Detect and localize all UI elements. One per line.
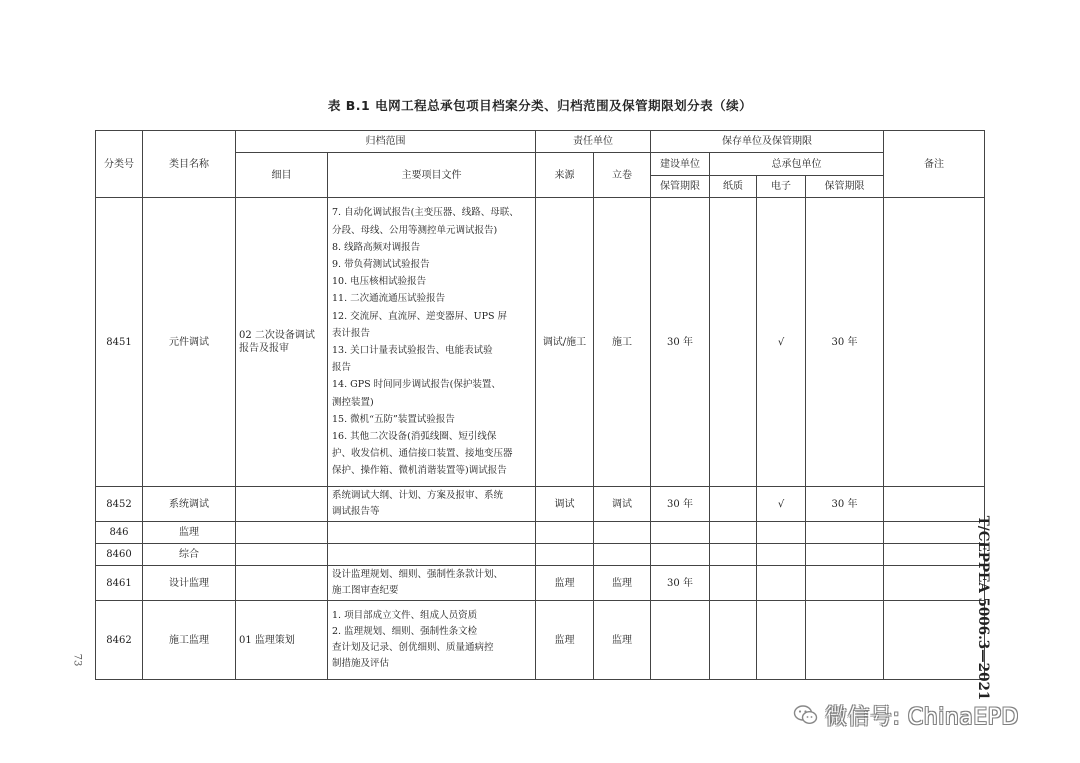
header-builder: 建设单位 bbox=[651, 153, 710, 176]
row-electronic-check bbox=[757, 601, 806, 680]
file-line: 14. GPS 时间同步调试报告(保护装置、 bbox=[332, 379, 501, 391]
row-source bbox=[536, 522, 594, 544]
header-class-no: 分类号 bbox=[96, 131, 143, 198]
file-line: 施工图审查纪要 bbox=[332, 585, 399, 596]
table-row bbox=[96, 566, 985, 601]
file-line: 报告 bbox=[332, 362, 352, 374]
row-builder-period bbox=[651, 601, 710, 680]
row-main-files bbox=[328, 487, 536, 522]
page-number: 73 bbox=[71, 653, 83, 667]
header-responsible-unit: 责任单位 bbox=[536, 131, 651, 153]
row-contractor-period bbox=[806, 544, 884, 566]
row-class-no: 8452 bbox=[96, 487, 143, 522]
header-builder-period: 保管期限 bbox=[651, 176, 710, 198]
row-paper bbox=[710, 544, 757, 566]
header-electronic: 电子 bbox=[757, 176, 806, 198]
header-remarks: 备注 bbox=[884, 131, 985, 198]
table-row bbox=[96, 601, 985, 680]
file-line: 10. 电压核相试验报告 bbox=[332, 276, 427, 288]
table-row bbox=[96, 198, 985, 487]
row-class-no: 8451 bbox=[96, 198, 143, 487]
row-category-name: 设计监理 bbox=[143, 566, 236, 601]
row-main-files bbox=[328, 601, 536, 680]
row-contractor-period bbox=[806, 522, 884, 544]
row-source bbox=[536, 544, 594, 566]
row-class-no: 8461 bbox=[96, 566, 143, 601]
row-electronic-check bbox=[757, 522, 806, 544]
row-remarks bbox=[884, 601, 985, 680]
header-paper: 纸质 bbox=[710, 176, 757, 198]
row-main-files bbox=[328, 522, 536, 544]
row-contractor-period: 30 年 bbox=[806, 487, 884, 522]
file-line: 9. 带负荷测试试验报告 bbox=[332, 258, 430, 270]
row-contractor-period bbox=[806, 566, 884, 601]
row-category-name: 监理 bbox=[143, 522, 236, 544]
row-main-files bbox=[328, 544, 536, 566]
header-main-files: 主要项目文件 bbox=[328, 153, 536, 198]
row-remarks bbox=[884, 566, 985, 601]
row-builder-period: 30 年 bbox=[651, 198, 710, 487]
header-row-1 bbox=[96, 131, 985, 153]
file-line: 15. 微机“五防”装置试验报告 bbox=[332, 413, 455, 425]
file-line: 7. 自动化调试报告(主变压器、线路、母联、 bbox=[332, 207, 519, 219]
file-line: 测控装置) bbox=[332, 396, 374, 408]
wechat-icon bbox=[793, 703, 819, 727]
row-category-name: 综合 bbox=[143, 544, 236, 566]
header-filing: 立卷 bbox=[594, 153, 651, 198]
header-storage: 保存单位及保管期限 bbox=[651, 131, 884, 153]
archive-table bbox=[95, 130, 985, 680]
row-electronic-check: √ bbox=[757, 198, 806, 487]
header-contractor: 总承包单位 bbox=[710, 153, 884, 176]
table-row bbox=[96, 544, 985, 566]
file-line: 护、收发信机、通信接口装置、接地变压器 bbox=[332, 448, 513, 460]
file-line: 查计划及记录、创优细则、质量通病控 bbox=[332, 642, 494, 653]
row-filing bbox=[594, 544, 651, 566]
row-electronic-check bbox=[757, 544, 806, 566]
file-line: 表计报告 bbox=[332, 327, 371, 339]
header-contractor-period: 保管期限 bbox=[806, 176, 884, 198]
row-category-name: 施工监理 bbox=[143, 601, 236, 680]
row-detail bbox=[236, 566, 328, 601]
row-source: 调试/施工 bbox=[536, 198, 594, 487]
row-class-no: 8462 bbox=[96, 601, 143, 680]
file-line: 8. 线路高频对调报告 bbox=[332, 241, 421, 253]
header-category-name: 类目名称 bbox=[143, 131, 236, 198]
row-paper bbox=[710, 198, 757, 487]
file-line: 系统调试大纲、计划、方案及报审、系统 bbox=[332, 490, 504, 501]
row-remarks bbox=[884, 198, 985, 487]
row-detail bbox=[236, 487, 328, 522]
row-filing: 监理 bbox=[594, 601, 651, 680]
row-detail: 01 监理策划 bbox=[236, 601, 328, 680]
row-contractor-period: 30 年 bbox=[806, 198, 884, 487]
row-detail: 02 二次设备调试报告及报审 bbox=[236, 198, 328, 487]
row-class-no: 8460 bbox=[96, 544, 143, 566]
row-builder-period bbox=[651, 522, 710, 544]
row-paper bbox=[710, 601, 757, 680]
file-line: 13. 关口计量表试验报告、电能表试验 bbox=[332, 345, 493, 356]
row-filing bbox=[594, 522, 651, 544]
row-filing: 监理 bbox=[594, 566, 651, 601]
row-main-files bbox=[328, 566, 536, 601]
row-detail bbox=[236, 544, 328, 566]
row-category-name: 系统调试 bbox=[143, 487, 236, 522]
row-contractor-period bbox=[806, 601, 884, 680]
file-line: 16. 其他二次设备(消弧线圈、短引线保 bbox=[332, 431, 497, 443]
file-line: 设计监理规划、细则、强制性条款计划、 bbox=[332, 569, 504, 580]
row-filing: 施工 bbox=[594, 198, 651, 487]
row-remarks bbox=[884, 544, 985, 566]
header-archive-scope: 归档范围 bbox=[236, 131, 536, 153]
file-line: 保护、操作箱、微机消谐装置等)调试报告 bbox=[332, 465, 507, 477]
row-remarks bbox=[884, 522, 985, 544]
file-line: 1. 项目部成立文件、组成人员资质 bbox=[332, 610, 478, 621]
row-builder-period: 30 年 bbox=[651, 487, 710, 522]
file-line: 调试报告等 bbox=[332, 506, 380, 517]
row-filing: 调试 bbox=[594, 487, 651, 522]
row-builder-period bbox=[651, 544, 710, 566]
file-line: 分段、母线、公用等测控单元调试报告) bbox=[332, 224, 498, 236]
watermark bbox=[793, 700, 1053, 730]
row-remarks bbox=[884, 487, 985, 522]
table-row bbox=[96, 522, 985, 544]
row-detail bbox=[236, 522, 328, 544]
file-line: 2. 监理规划、细则、强制性条文检 bbox=[332, 626, 478, 637]
table-row bbox=[96, 487, 985, 522]
row-source: 调试 bbox=[536, 487, 594, 522]
watermark-text: 微信号: ChinaEPD bbox=[825, 704, 1019, 730]
file-line: 12. 交流屏、直流屏、逆变器屏、UPS 屏 bbox=[332, 310, 508, 322]
file-line: 制措施及评估 bbox=[332, 658, 390, 669]
header-source: 来源 bbox=[536, 153, 594, 198]
file-line: 11. 二次通流通压试验报告 bbox=[332, 293, 446, 305]
row-electronic-check: √ bbox=[757, 487, 806, 522]
standard-number: T/CEPPEA 5006.3—2021 bbox=[975, 515, 991, 701]
row-paper bbox=[710, 487, 757, 522]
row-category-name: 元件调试 bbox=[143, 198, 236, 487]
row-paper bbox=[710, 566, 757, 601]
header-detail: 细目 bbox=[236, 153, 328, 198]
row-builder-period: 30 年 bbox=[651, 566, 710, 601]
table-title: 表 B.1 电网工程总承包项目档案分类、归档范围及保管期限划分表（续） bbox=[327, 98, 753, 113]
row-electronic-check bbox=[757, 566, 806, 601]
row-source: 监理 bbox=[536, 566, 594, 601]
row-class-no: 846 bbox=[96, 522, 143, 544]
row-paper bbox=[710, 522, 757, 544]
row-source: 监理 bbox=[536, 601, 594, 680]
row-main-files bbox=[328, 198, 536, 487]
